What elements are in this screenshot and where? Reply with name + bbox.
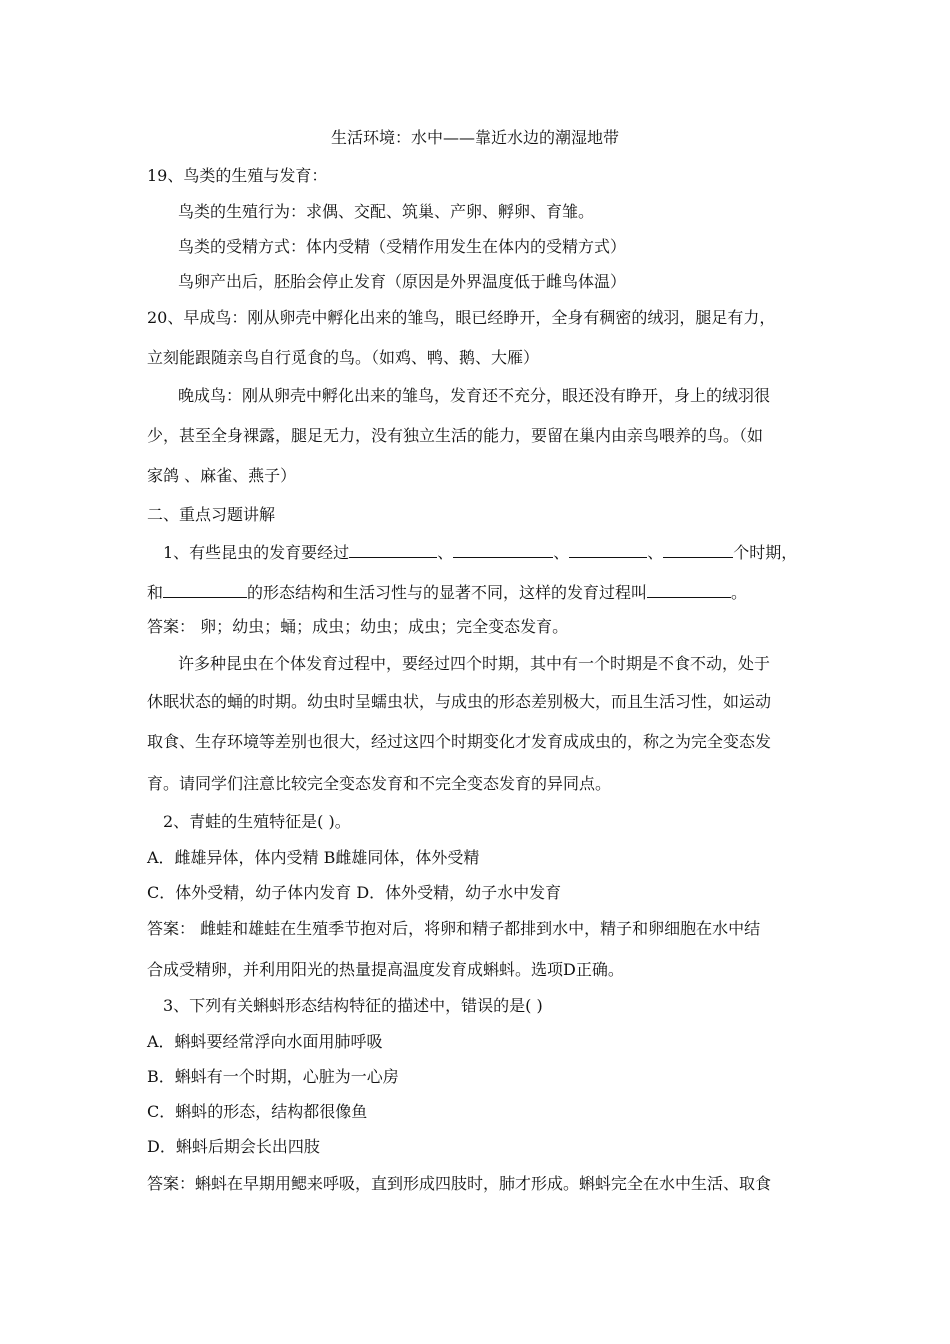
- habitat-line: 生活环境：水中——靠近水边的潮湿地带: [330, 128, 619, 147]
- q1-sep: 、: [437, 543, 454, 562]
- q3-answer: 答案：蝌蚪在早期用鳃来呼吸，直到形成四肢时，肺才形成。蝌蚪完全在水中生活、取食: [147, 1174, 772, 1193]
- q1-text-e: 。: [731, 583, 748, 602]
- q1-blank-3[interactable]: [569, 541, 647, 558]
- q1-stem-line1: [163, 541, 797, 563]
- q1-explanation-4: 育。请同学们注意比较完全变态发育和不完全变态发育的异同点。: [147, 774, 612, 793]
- bird-egg-note: 鸟卵产出后，胚胎会停止发育（原因是外界温度低于雌鸟体温）: [178, 272, 627, 291]
- section-20-line5: 家鸽 、麻雀、燕子）: [147, 466, 297, 485]
- bird-fertilization: 鸟类的受精方式：体内受精（受精作用发生在体内的受精方式）: [178, 237, 627, 256]
- q3-option-d: D．蝌蚪后期会长出四肢: [147, 1137, 320, 1156]
- section-20-line3: 晚成鸟：刚从卵壳中孵化出来的雏鸟，发育还不充分，眼还没有睁开，身上的绒羽很: [178, 386, 771, 405]
- q1-explanation-1: 许多种昆虫在个体发育过程中，要经过四个时期，其中有一个时期是不食不动，处于: [178, 654, 771, 673]
- q1-stem-line2: [147, 581, 747, 603]
- q1-explanation-3: 取食、生存环境等差别也很大，经过这四个时期变化才发育成成虫的，称之为完全变态发: [147, 732, 772, 751]
- q1-blank-1[interactable]: [349, 541, 437, 558]
- q1-text-c: 和: [147, 583, 164, 602]
- section-20-line4: 少，甚至全身裸露，腿足无力，没有独立生活的能力，要留在巢内由亲鸟喂养的鸟。（如: [147, 426, 764, 445]
- q1-text-b: 个时期，: [733, 543, 798, 562]
- q1-explanation-2: 休眠状态的蛹的时期。幼虫时呈蠕虫状，与成虫的形态差别极大，而且生活习性，如运动: [147, 692, 772, 711]
- q1-blank-5[interactable]: [163, 581, 247, 598]
- q1-text-a: 1、有些昆虫的发育要经过: [163, 543, 350, 562]
- q1-text-d: 的形态结构和生活习性与的显著不同，这样的发育过程叫: [247, 583, 648, 602]
- q2-answer-1: 答案： 雌蛙和雄蛙在生殖季节抱对后，将卵和精子都排到水中，精子和卵细胞在水中结: [147, 919, 761, 938]
- q2-answer-2: 合成受精卵，并利用阳光的热量提高温度发育成蝌蚪。选项D正确。: [147, 960, 624, 979]
- q2-stem: 2、青蛙的生殖特征是( )。: [163, 812, 351, 831]
- q1-blank-4[interactable]: [663, 541, 733, 558]
- q2-options-cd: C．体外受精，幼子体内发育 D．体外受精，幼子水中发育: [147, 883, 562, 902]
- q1-blank-6[interactable]: [647, 581, 731, 598]
- section-20-line2: 立刻能跟随亲鸟自行觅食的鸟。（如鸡、鸭、鹅、大雁）: [147, 348, 540, 367]
- q1-blank-2[interactable]: [453, 541, 553, 558]
- q1-sep: 、: [647, 543, 664, 562]
- q3-option-c: C．蝌蚪的形态，结构都很像鱼: [147, 1102, 368, 1121]
- q3-option-a: A．蝌蚪要经常浮向水面用肺呼吸: [147, 1032, 383, 1051]
- q2-options-ab: A．雌雄异体，体内受精 B雌雄同体，体外受精: [147, 848, 480, 867]
- section-20-line1: 20、早成鸟：刚从卵壳中孵化出来的雏鸟，眼已经睁开，全身有稠密的绒羽，腿足有力，: [147, 308, 776, 327]
- q1-sep: 、: [553, 543, 570, 562]
- q1-answer: 答案： 卵；幼虫；蛹；成虫；幼虫；成虫；完全变态发育。: [147, 617, 569, 636]
- section-19-title: 19、鸟类的生殖与发育：: [147, 166, 328, 185]
- q3-stem: 3、下列有关蝌蚪形态结构特征的描述中，错误的是( ): [163, 996, 543, 1015]
- q3-option-b: B．蝌蚪有一个时期，心脏为一心房: [147, 1067, 399, 1086]
- bird-reproductive-behavior: 鸟类的生殖行为：求偶、交配、筑巢、产卵、孵卵、育雏。: [178, 202, 595, 221]
- section-2-heading: 二、重点习题讲解: [147, 505, 276, 524]
